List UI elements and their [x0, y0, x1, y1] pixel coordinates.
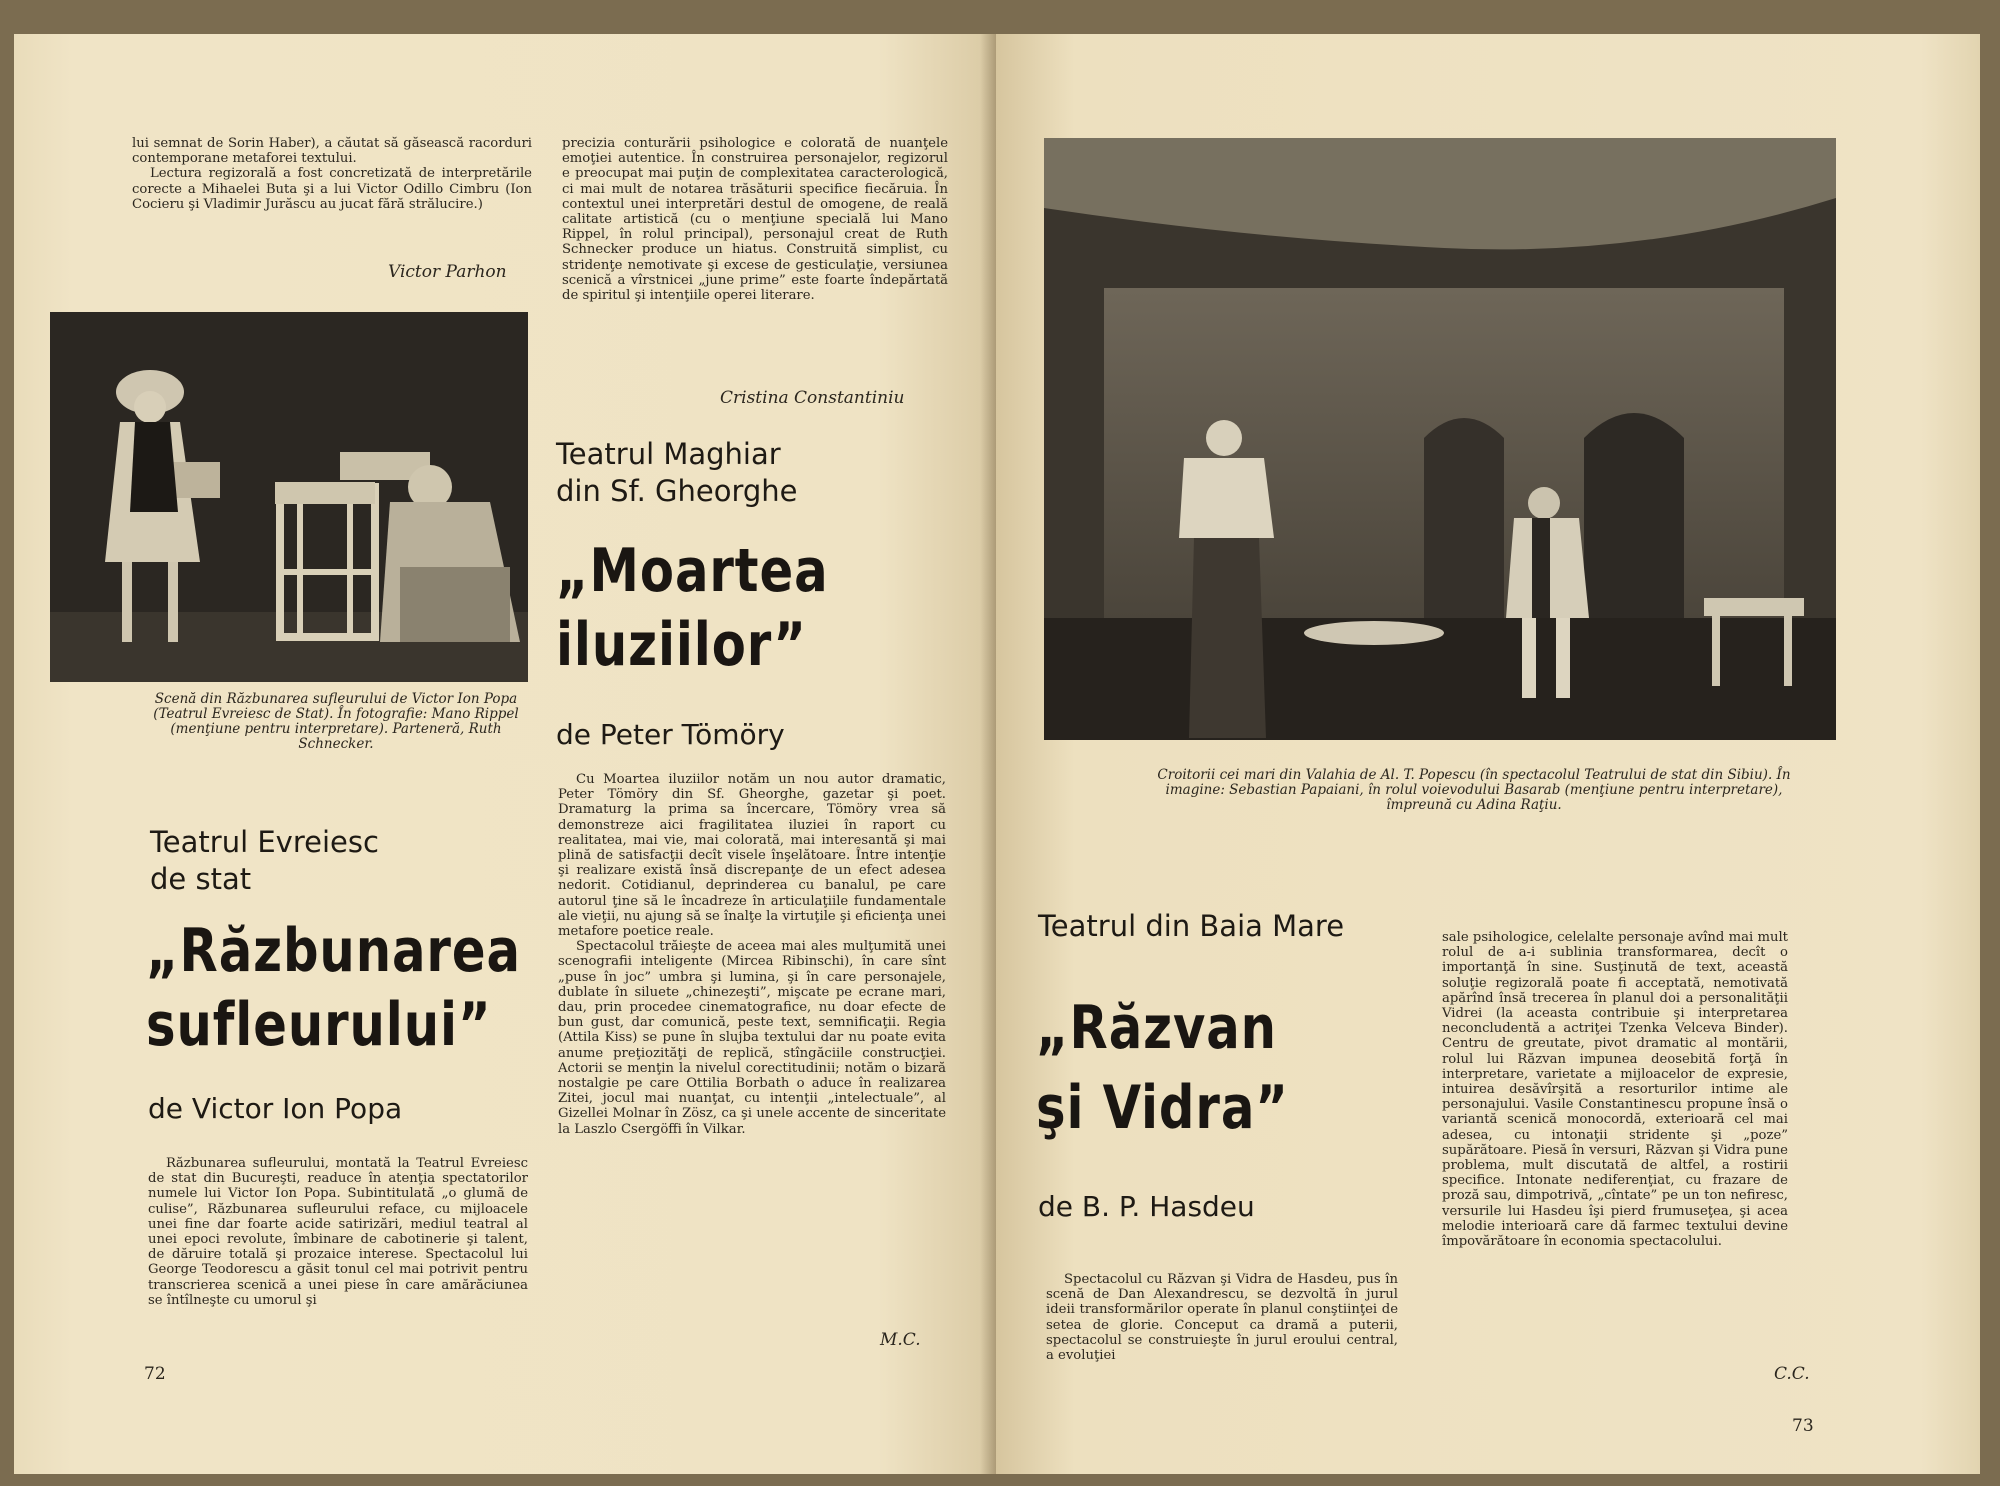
paragraph: Lectura regizorală a fost concretizată de interpretările corecte a Mihaelei Buta şi a lui Victor Odillo Cimbru (Ion Cocieru şi Vladimir Jurăscu au jucat fără strălucire.) — [132, 166, 532, 212]
photo2-caption: Croitorii cei mari din Valahia de Al. T. Popescu (în spectacolul Teatrului de stat din Sibiu). În imagine: Sebastian Papaiani, în rolul voievodului Basarab (menţiune pentru interpretare), împreună cu Adina Raţiu. — [1157, 767, 1791, 813]
stage-scene-image — [1044, 138, 1836, 740]
left-page — [14, 34, 996, 1474]
article3-theatre: Teatrul din Baia Mare — [1038, 909, 1345, 943]
signature-cristina-constantiniu: Cristina Constantiniu — [720, 388, 905, 408]
article2-body — [558, 772, 946, 1137]
paragraph: Spectacolul trăieşte de aceea mai ales mulţumită unei scenografii inteligente (Mircea Ribinschi), în care sînt „puse în joc” umbra şi lumina, şi în care personajele, dublate în siluete „chinezeşti”, mişcate pe ecrane mari, dau, prin procedee cinematografice, nu doar efecte de bun gust, dar comunică, peste text, semnificaţii. Regia (Attila Kiss) se pune în slujba textului dar nu poate evita anume preţiozităţi de replică, stîngăciile construcţiei. Actorii se menţin la nivelul corectitudinii; notăm o bizară nostalgie pe care Ottilia Borbath o aduce în realizarea Zitei, jocul mai nuanţat, cu intenţii „intelectuale”, al Gizellei Molnar în Zösz, ca şi unele accente de sinceritate la Laszlo Csergöffi în Vilkar. — [558, 939, 946, 1137]
photo-croitorii-cei-mari — [1044, 138, 1836, 740]
title-line: sufleurului” — [146, 990, 492, 1060]
theatre-line: Teatrul Evreiesc — [150, 825, 379, 859]
signature-mc: M.C. — [880, 1330, 921, 1350]
paragraph: Spectacolul cu Răzvan şi Vidra de Hasdeu, pus în scenă de Dan Alexandrescu, se dezvoltă în jurul ideii transformărilor operate în planul conştiinţei de setea de glorie. Conceput ca dramă a puterii, spectacolul se construieşte în jurul eroului central, a evoluţiei — [1046, 1272, 1398, 1364]
theatre-line: de stat — [150, 862, 252, 896]
article1-theatre — [150, 824, 379, 898]
article3-title — [1036, 988, 1289, 1148]
signature-victor-parhon: Victor Parhon — [388, 262, 507, 282]
signature-cc: C.C. — [1774, 1364, 1810, 1384]
photo1-caption: Scenă din Răzbunarea sufleurului de Victor Ion Popa (Teatrul Evreiesc de Stat). În fotografie: Mano Rippel (menţiune pentru interpretare). Parteneră, Ruth Schnecker. — [153, 691, 519, 752]
theatre-line: din Sf. Gheorghe — [556, 474, 798, 508]
title-line: „Moartea — [556, 536, 829, 606]
right-page — [996, 34, 1980, 1474]
photo-razbunarea-sufleurului — [50, 312, 528, 682]
title-line: şi Vidra” — [1036, 1073, 1289, 1143]
paragraph: lui semnat de Sorin Haber), a căutat să găsească racorduri contemporane metaforei textului. — [132, 136, 532, 167]
article2-theatre — [556, 436, 798, 510]
article1-author: de Victor Ion Popa — [148, 1092, 403, 1125]
theatre-line: Teatrul Maghiar — [556, 437, 781, 471]
stage-scene-image — [50, 312, 528, 682]
article1-body — [148, 1156, 528, 1308]
title-line: „Răzvan — [1036, 993, 1277, 1063]
article3-body-col1 — [1046, 1272, 1398, 1363]
title-line: „Răzbunarea — [146, 916, 521, 986]
article2-author: de Peter Tömöry — [556, 718, 785, 751]
article1-title — [146, 914, 521, 1062]
article3-body-col2 — [1442, 930, 1788, 1249]
paragraph: precizia conturării psihologice e colorată de nuanţele emoţiei autentice. În construirea personajelor, regizorul e preocupat mai puţin de complexitatea caracterologică, ci mai mult de notarea trăsăturii specifice fiecăruia. În contextul unei interpretări destul de omogene, de reală calitate artistică (cu o menţiune specială lui Mano Rippel, în rolul principal), personajul creat de Ruth Schnecker produce un hiatus. Construită simplist, cu stridenţe nemotivate şi excese de gesticulaţie, versiunea scenică a vîrstnicei „june prime” este foarte îndepărtată de spiritul şi intenţiile operei literare. — [562, 136, 948, 304]
page-number-right: 73 — [1792, 1416, 1814, 1436]
page-number-left: 72 — [144, 1364, 166, 1384]
left-col2-top-text — [562, 136, 948, 303]
left-col1-top-text — [132, 136, 532, 212]
title-line: iluziilor” — [556, 610, 807, 680]
article3-author: de B. P. Hasdeu — [1038, 1190, 1255, 1223]
paragraph: sale psihologice, celelalte personaje avînd mai mult rolul de a-i sublinia transformarea, decît o importanţă în sine. Susţinută de text, această soluţie regizorală poate fi acceptată, nemotivată apărînd însă trecerea în planul doi a personalităţii Vidrei (la aceasta contribuie şi interpretarea neconcludentă a actriţei Tzenka Velceva Binder). Centru de greutate, pivot dramatic al montării, rolul lui Răzvan impunea deosebită forţă în interpretare, varietate a mijloacelor de expresie, intuirea desăvîrşită a resorturilor intime ale personajului. Vasile Constantinescu propune însă o variantă scenică monocordă, exterioară cel mai adesea, cu intonaţii stridente şi „poze” supărătoare. Piesă în versuri, Răzvan şi Vidra pune problema, mult discutată de altfel, a rostirii specifice. Intonate nediferenţiat, cu frazare de proză sau, dimpotrivă, „cîntate” pe un ton nefiresc, versurile lui Hasdeu îşi pierd frumuseţea, şi acea melodie interioară care dă farmec textului devine împovărătoare în economia spectacolului. — [1442, 930, 1788, 1250]
paragraph: Răzbunarea sufleurului, montată la Teatrul Evreiesc de stat din Bucureşti, readuce în atenţia spectatorilor numele lui Victor Ion Popa. Subintitulată „o glumă de culise”, Răzbunarea sufleurului reface, cu mijloacele unei fine dar foarte acide satirizări, mediul teatral al unei epoci revolute, îmbinare de cabotinerie şi talent, de dăruire totală şi prozaice interese. Spectacolul lui George Teodorescu a găsit tonul cel mai potrivit pentru transcrierea scenică a unei piese în care amărăciunea se întîlneşte cu umorul şi — [148, 1156, 528, 1308]
paragraph: Cu Moartea iluziilor notăm un nou autor dramatic, Peter Tömöry din Sf. Gheorghe, gazetar şi poet. Dramaturg la prima sa încercare, Tömöry vrea să demonstreze aici fragilitatea iluziei în raport cu realitatea, mai vie, mai colorată, mai interesantă şi mai plină de satisfacţii decît visele înşelătoare. Între intenţie şi realizare există însă discrepanţe de un efect adesea nedorit. Cotidianul, deprinderea cu banalul, pe care autorul ţine să le încadreze în articulaţiile fundamentale ale vieţii, nu ajung să se înalţe la virtuţile şi eficienţa unei metafore poetice reale. — [558, 772, 946, 940]
article2-title — [556, 534, 829, 682]
